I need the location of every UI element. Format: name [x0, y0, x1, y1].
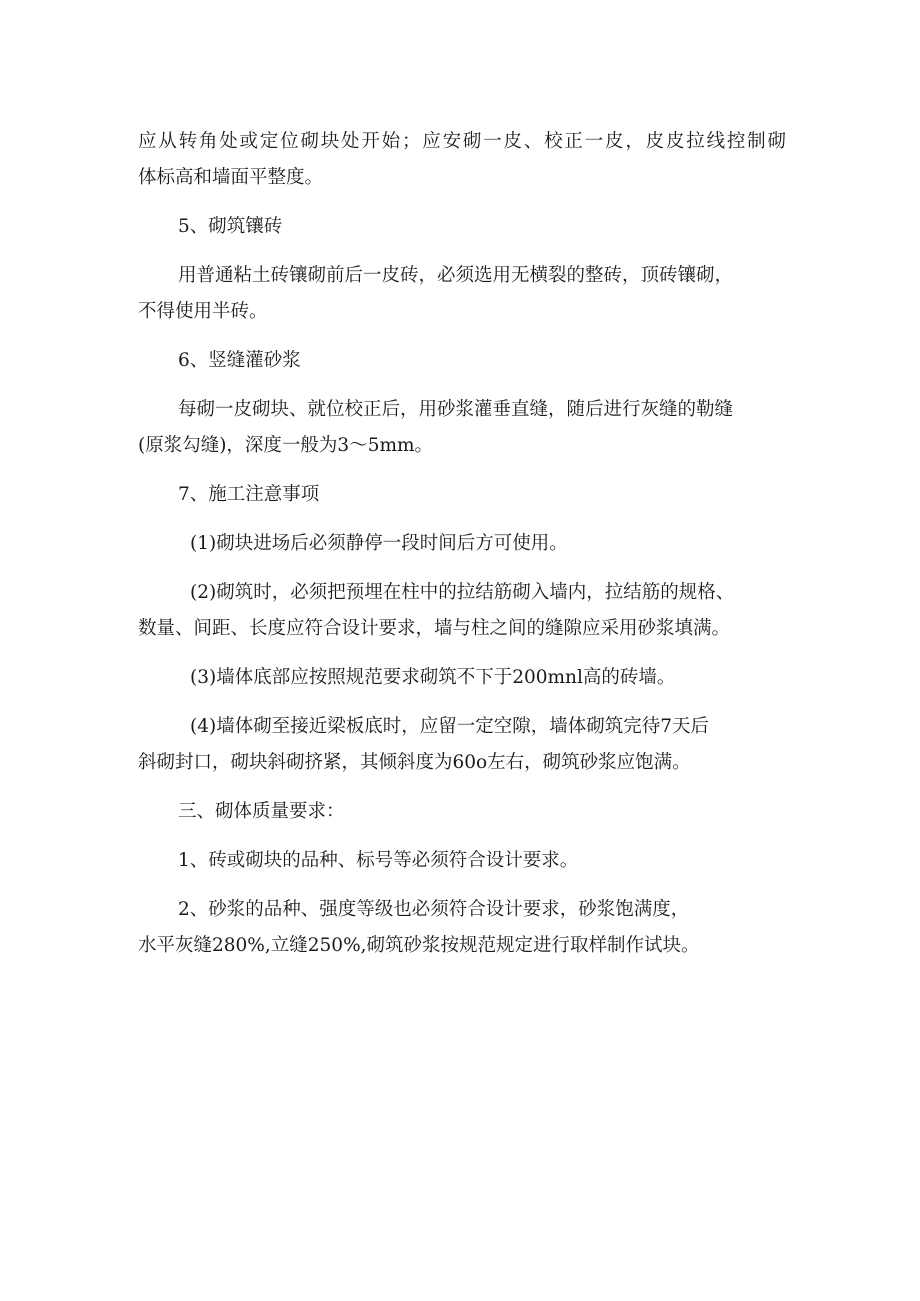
list-item: (1)砌块进场后必须静停一段时间后方可使用。	[190, 533, 568, 554]
document-body	[138, 124, 786, 964]
list-item: (3)墙体底部应按照规范要求砌筑不下于200mnl高的砖墙。	[190, 667, 676, 688]
paragraph-line: 每砌一皮砌块、就位校正后，用砂浆灌垂直缝，随后进行灰缝的勒缝	[178, 399, 734, 420]
paragraph-line: 不得使用半砖。	[138, 301, 268, 322]
list-item-continuation: 数量、间距、长度应符合设计要求，墙与柱之间的缝隙应采用砂浆填满。	[138, 618, 731, 639]
paragraph-line: 2、砂浆的品种、强度等级也必须符合设计要求，砂浆饱满度，	[178, 899, 690, 920]
list-item: (4)墙体砌至接近梁板底时，应留一定空隙，墙体砌筑完待7天后	[190, 716, 709, 737]
section-heading: 7、施工注意事项	[178, 484, 320, 505]
list-item-continuation: 斜砌封口，砌块斜砌挤紧，其倾斜度为60o左右，砌筑砂浆应饱满。	[138, 752, 691, 773]
paragraph-line: 体标高和墙面平整度。	[138, 167, 324, 188]
paragraph-line: 用普通粘土砖镶砌前后一皮砖，必须选用无横裂的整砖，顶砖镶砌，	[178, 265, 734, 286]
list-item: (2)砌筑时，必须把预埋在柱中的拉结筋砌入墙内，拉结筋的规格、	[190, 582, 735, 603]
section-heading: 5、砌筑镶砖	[178, 216, 283, 237]
paragraph-line: 应从转角处或定位砌块处开始；应安砌一皮、校正一皮，皮皮拉线控制砌	[138, 131, 786, 152]
paragraph-line: 1、砖或砌块的品种、标号等必须符合设计要求。	[178, 850, 579, 871]
paragraph-line: 水平灰缝280%,立缝250%,砌筑砂浆按规范规定进行取样制作试块。	[138, 935, 700, 956]
paragraph-line: (原浆勾缝)，深度一般为3～5mm。	[138, 435, 434, 456]
section-heading: 6、竖缝灌砂浆	[178, 350, 301, 371]
section-heading: 三、砌体质量要求：	[178, 801, 345, 822]
